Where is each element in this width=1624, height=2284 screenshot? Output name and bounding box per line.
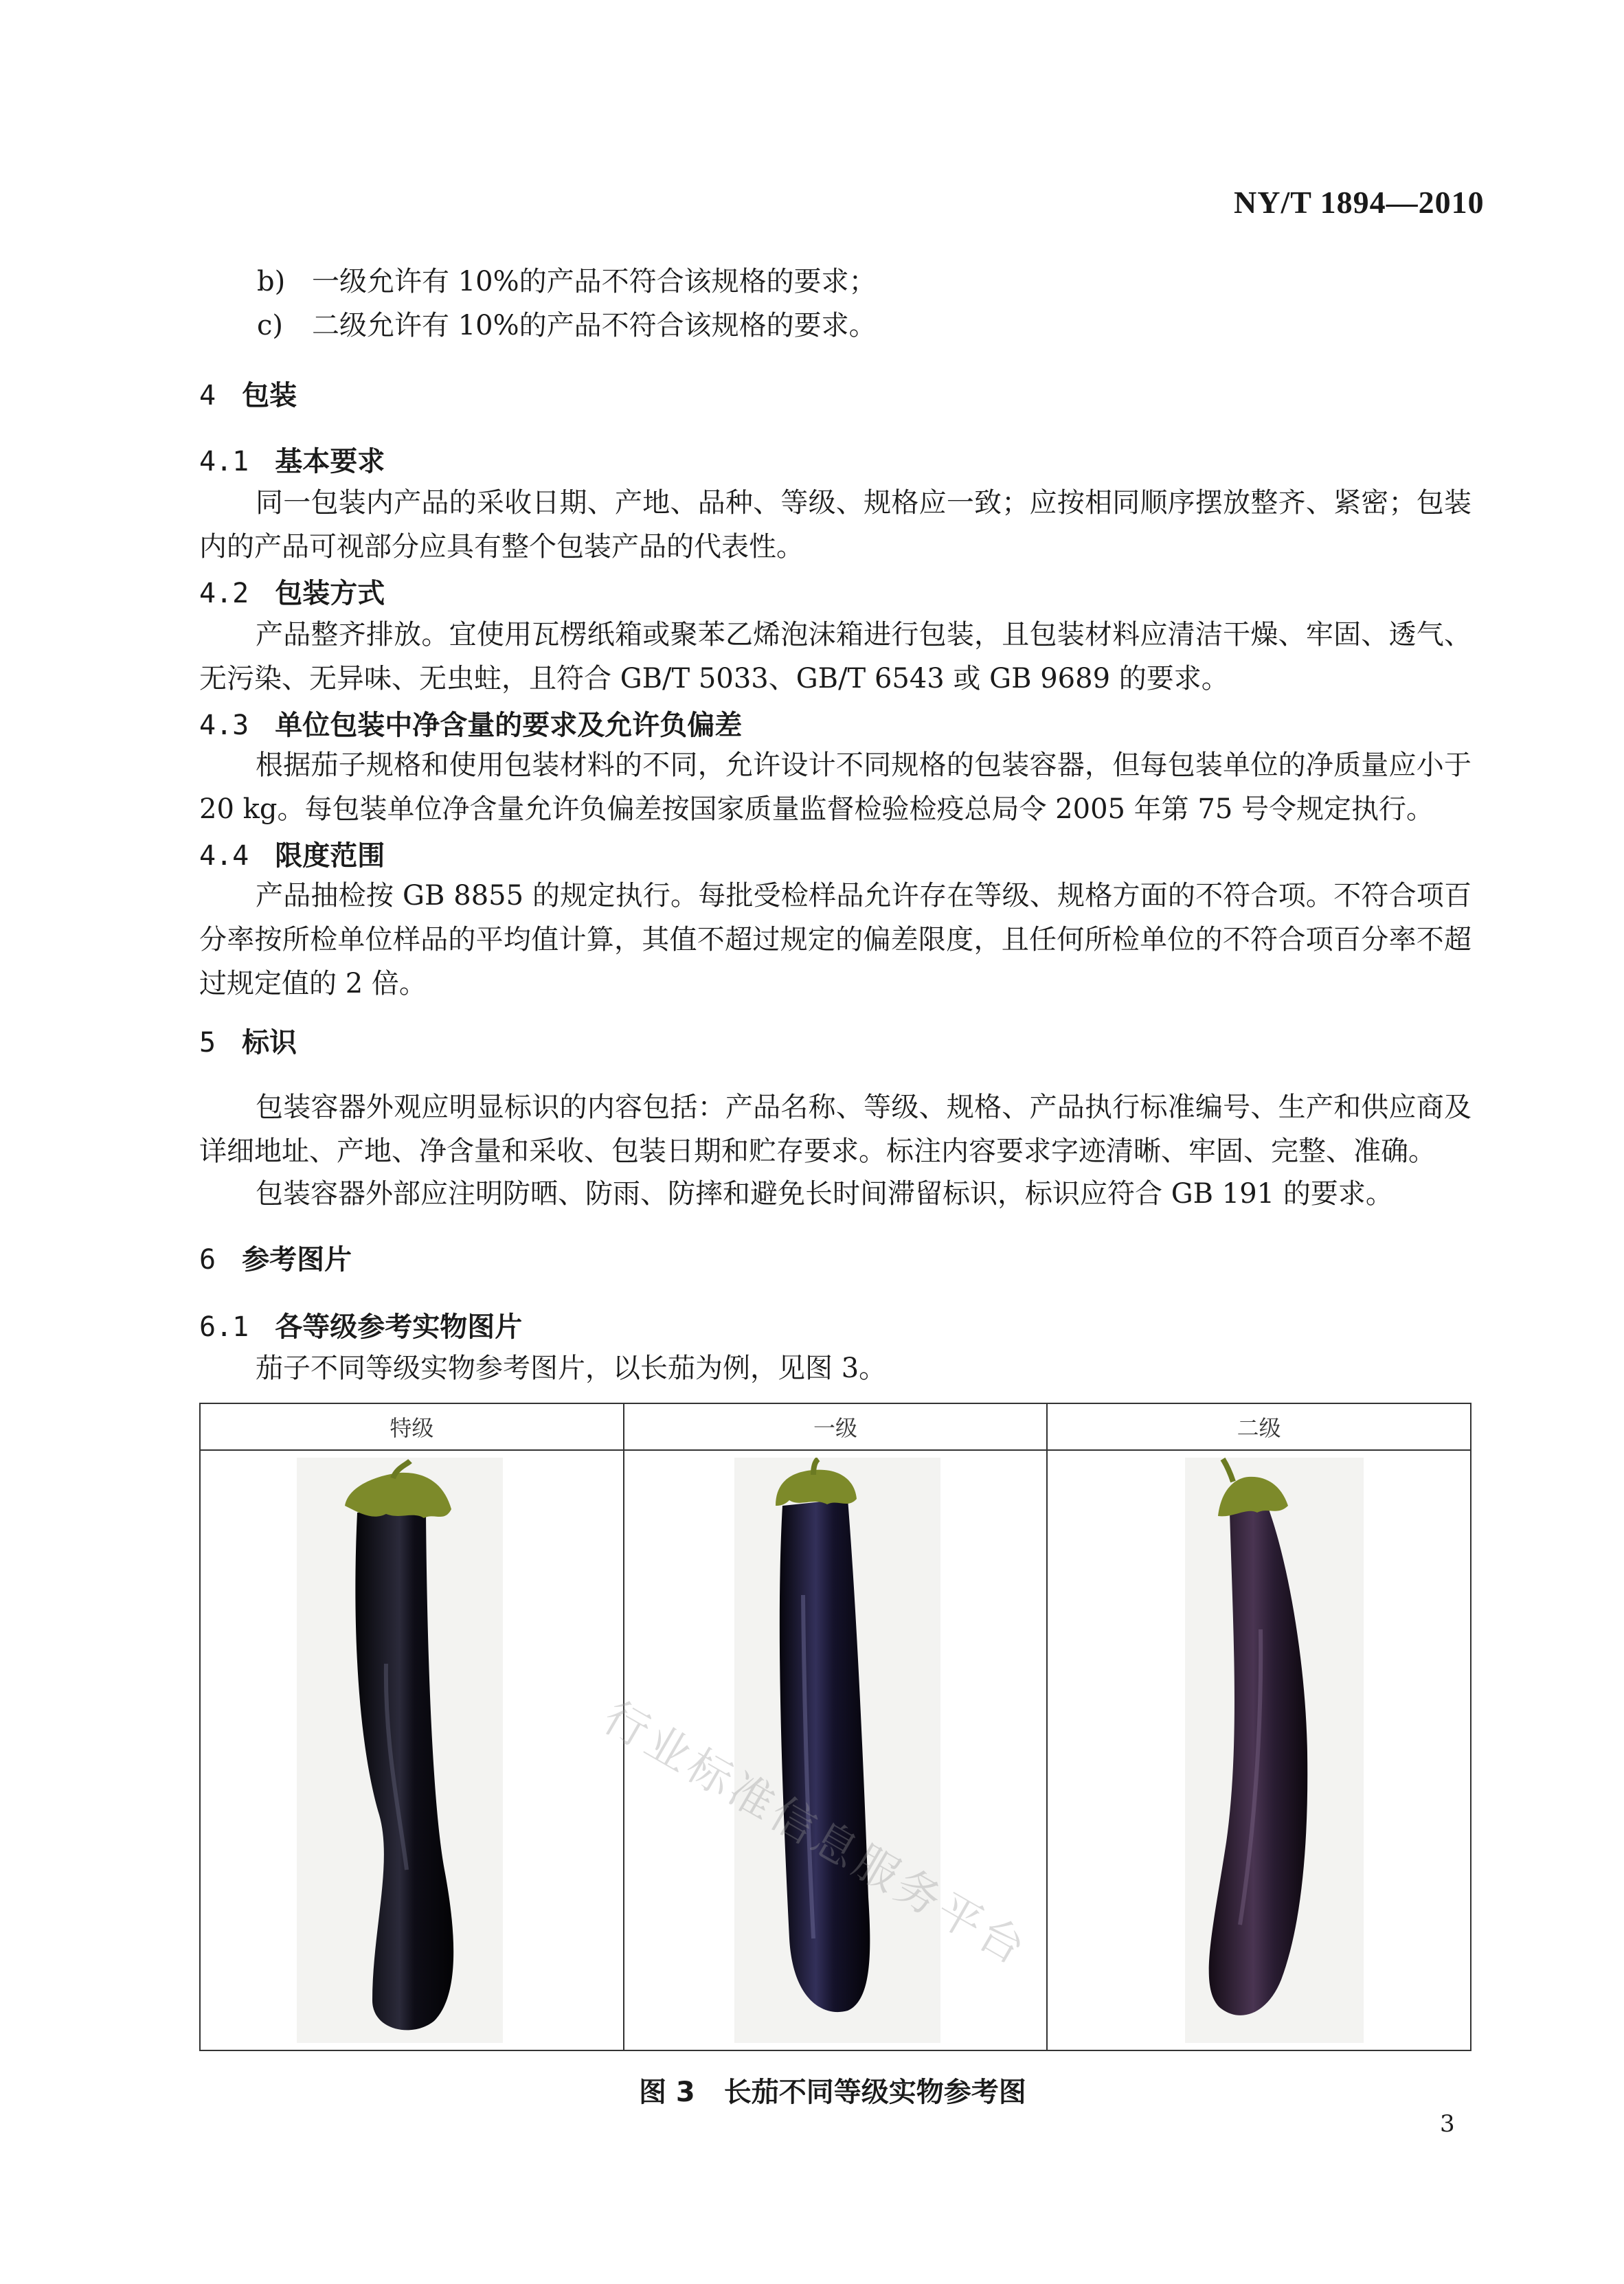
section-title: 限度范围 [275,840,385,872]
page-number: 3 [1440,2110,1455,2138]
section-number: 4.2 [199,578,249,609]
section-5-paragraph-1: 包装容器外观应明显标识的内容包括：产品名称、等级、规格、产品执行标准编号、生产和供应商及详细地址、产地、净含量和采收、包装日期和贮存要求。标注内容要求字迹清晰、牢固、完整、准确。 [199,1092,1471,1167]
eggplant-photo-special [297,1458,503,2043]
section-title: 各等级参考实物图片 [275,1311,523,1343]
section-number: 4 [199,380,216,411]
section-title: 基本要求 [275,446,385,477]
section-4-1-text: 同一包装内产品的采收日期、产地、品种、等级、规格应一致；应按相同顺序摆放整齐、紧密；包装内的产品可视部分应具有整个包装产品的代表性。 [199,487,1471,563]
section-6-1-text: 茄子不同等级实物参考图片，以长茄为例，见图 3。 [256,1353,887,1384]
section-number: 5 [199,1027,216,1059]
section-4-4-heading [199,834,385,873]
section-number: 4.1 [199,446,249,477]
section-5-heading [199,1021,297,1060]
section-4-1-heading [199,440,385,479]
section-number: 6 [199,1244,216,1276]
section-title: 包装方式 [275,578,385,609]
section-title: 包装 [242,380,297,411]
section-number: 6.1 [199,1311,249,1343]
list-text: 二级允许有 10%的产品不符合该规格的要求。 [312,310,877,341]
eggplant-photo-grade-2 [1185,1458,1364,2043]
photo-cell-grade-2 [1047,1450,1471,2050]
list-item-c [257,304,877,348]
standard-number: NY/T 1894—2010 [1234,185,1485,220]
eggplant-grade-2-image [1185,1458,1364,2043]
list-text: 一级允许有 10%的产品不符合该规格的要求； [312,266,877,297]
section-6-1-heading [199,1305,522,1344]
section-title: 参考图片 [242,1244,352,1276]
eggplant-grade-1-image [734,1458,940,2043]
section-number: 4.4 [199,840,249,872]
photo-cell-special-grade [200,1450,624,2050]
figure-label: 图 3 [639,2077,695,2108]
section-6-heading [199,1238,352,1277]
figure-3-table [199,1403,1471,2051]
list-marker: c) [257,310,284,341]
eggplant-photo-grade-1 [734,1458,940,2043]
section-4-2-text: 产品整齐排放。宜使用瓦楞纸箱或聚苯乙烯泡沫箱进行包装，且包装材料应清洁干燥、牢固、透气、无污染、无异味、无虫蛀，且符合 GB/T 5033、GB/T 6543 或 GB 9689 的要求。 [199,619,1471,694]
eggplant-special-image [297,1458,503,2043]
section-4-4-text: 产品抽检按 GB 8855 的规定执行。每批受检样品允许存在等级、规格方面的不符合项。不符合项百分率按所检单位样品的平均值计算，其值不超过规定的偏差限度，且任何所检单位的不符合项百分率不超过规定值的 2 倍。 [199,880,1471,999]
figure-title: 长茄不同等级实物参考图 [723,2077,1026,2108]
section-4-3-heading [199,703,742,743]
section-title: 单位包装中净含量的要求及允许负偏差 [275,710,743,741]
column-header-grade-2: 二级 [1047,1403,1471,1450]
section-number: 4.3 [199,710,249,741]
section-4-3-text: 根据茄子规格和使用包装材料的不同，允许设计不同规格的包装容器，但每包装单位的净质量应小于 20 kg。每包装单位净含量允许负偏差按国家质量监督检验检疫总局令 2005 年第 75 号令规定执行。 [199,749,1471,825]
figure-caption [639,2070,1026,2110]
column-header-grade-1: 一级 [624,1403,1048,1450]
section-4-heading [199,374,297,413]
section-title: 标识 [242,1027,297,1059]
list-item-b [257,260,877,304]
list-marker: b) [257,266,286,297]
section-5-paragraph-2: 包装容器外部应注明防晒、防雨、防摔和避免长时间滞留标识，标识应符合 GB 191 的要求。 [256,1178,1393,1210]
watermark: 行业标准信息服务平台 [594,1691,1037,1977]
column-header-special-grade: 特级 [200,1403,624,1450]
section-4-2-heading [199,572,385,611]
